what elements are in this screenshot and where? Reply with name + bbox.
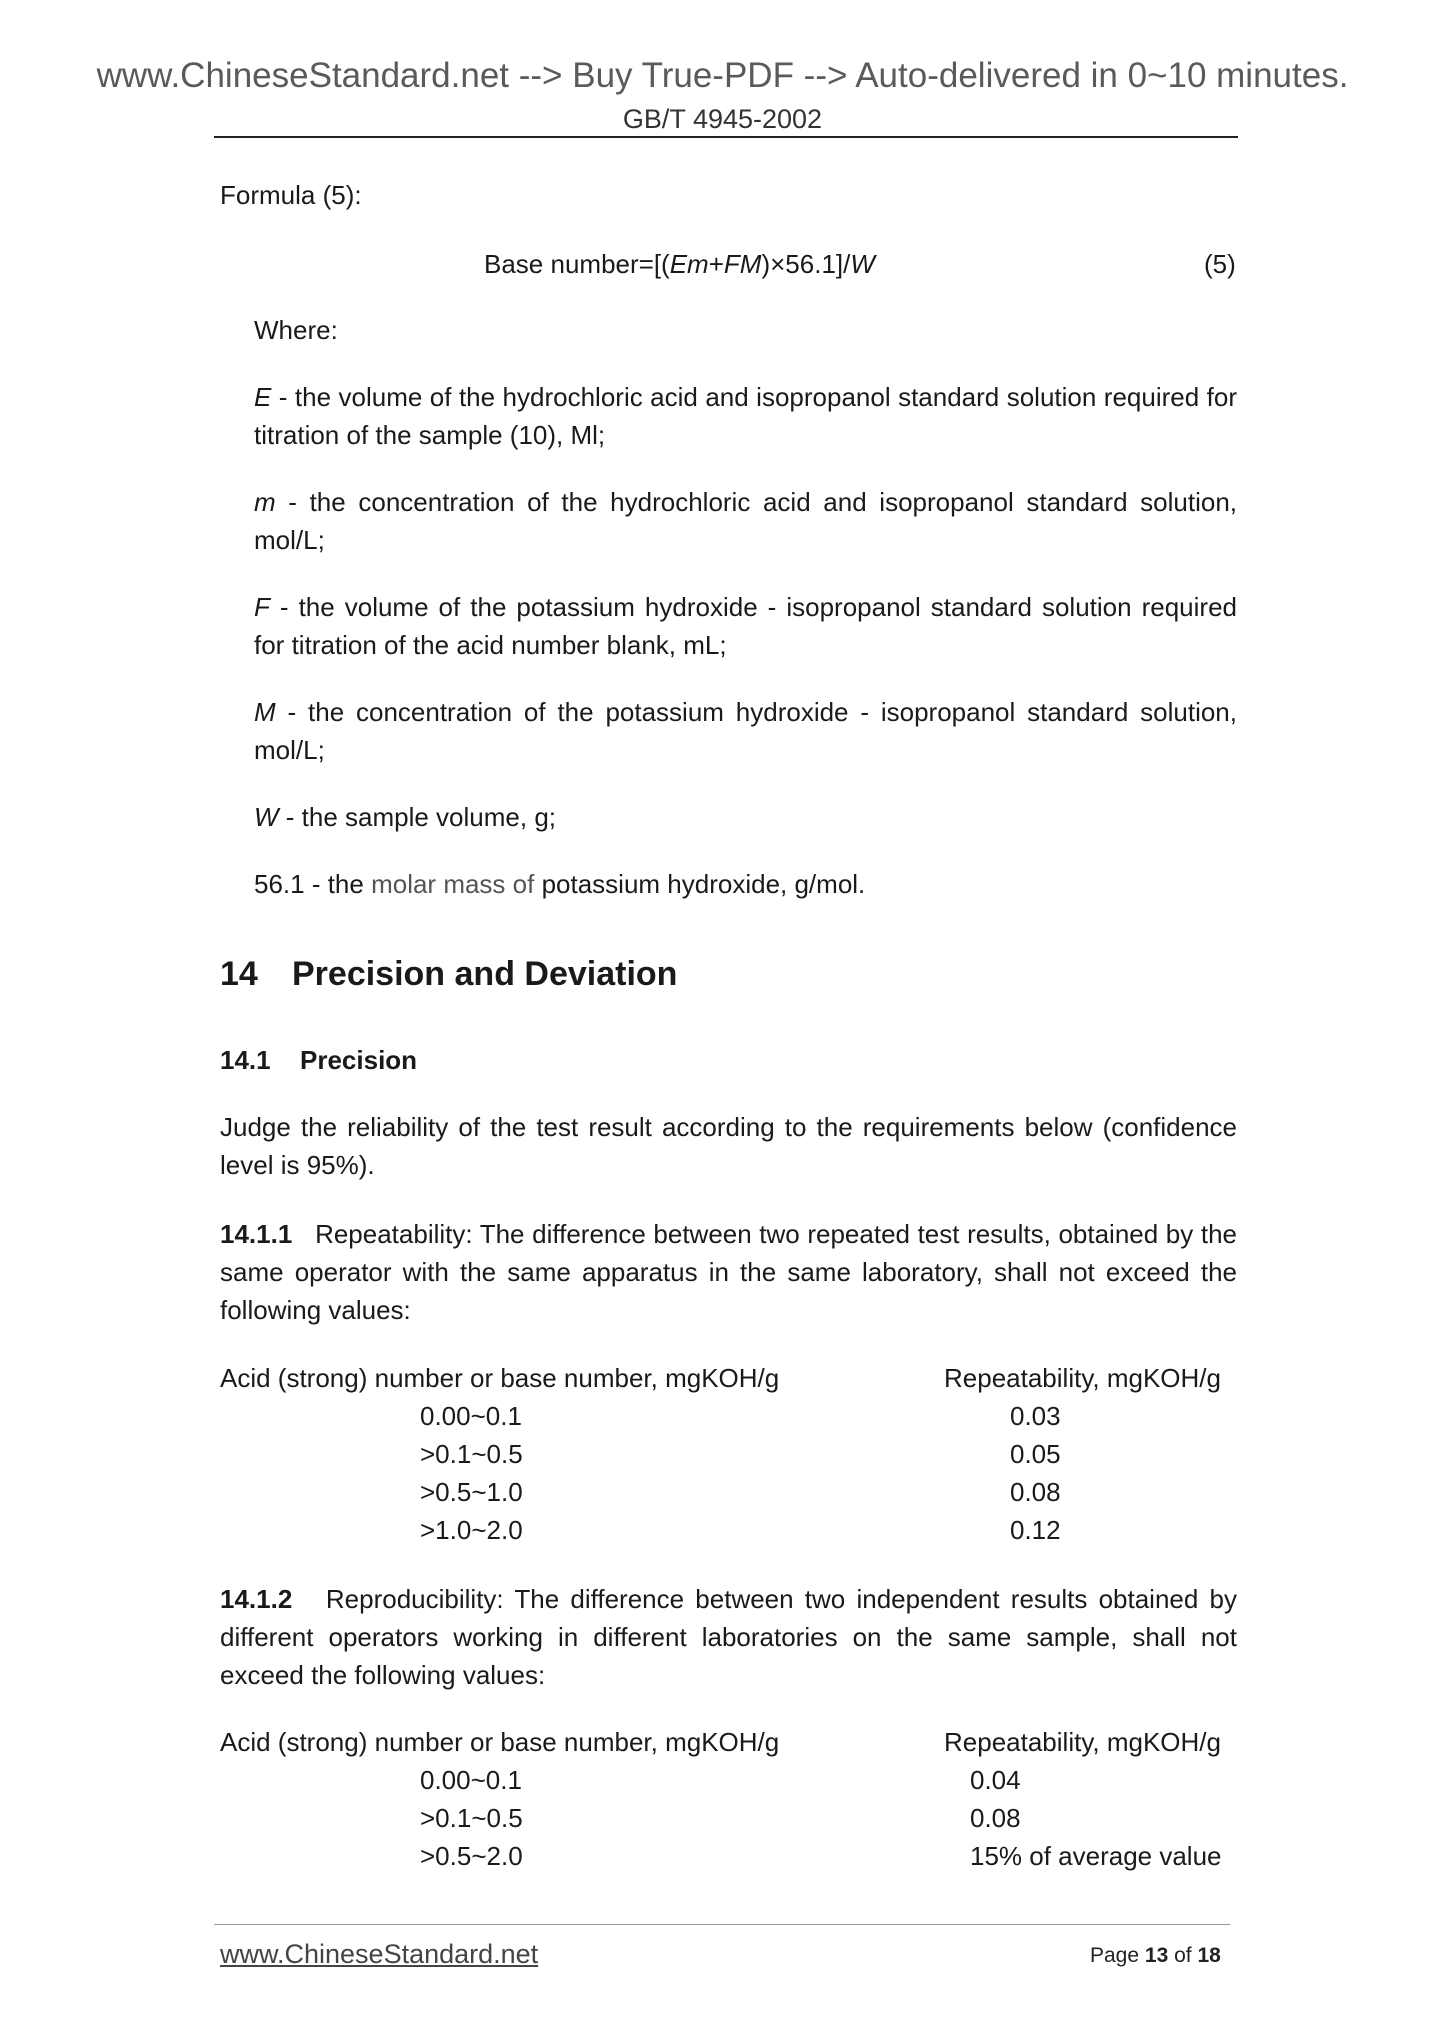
definition-symbol: E <box>254 382 272 412</box>
table2-range: >0.5~2.0 <box>420 1841 523 1871</box>
page-label: Page <box>1090 1944 1140 1967</box>
molar-mass-definition <box>254 865 1237 903</box>
formula-var-w: W <box>850 249 875 279</box>
formula-plus: + <box>708 249 724 279</box>
table1-value: 0.05 <box>1010 1439 1061 1469</box>
formula-intro: Formula (5): <box>220 180 362 210</box>
table1-col-left: Acid (strong) number or base number, mgKOH/g <box>220 1363 780 1393</box>
subsection-title: Precision <box>300 1045 418 1075</box>
table1-range: >1.0~2.0 <box>420 1515 523 1545</box>
subsection-number: 14.1 <box>220 1045 271 1075</box>
table2-value: 0.08 <box>970 1803 1021 1833</box>
header-rule <box>214 136 1238 138</box>
definition-symbol: m <box>254 487 276 517</box>
table1-range: >0.5~1.0 <box>420 1477 523 1507</box>
footer-rule <box>214 1924 1230 1925</box>
page-of: of <box>1174 1944 1192 1967</box>
header-banner: www.ChineseStandard.net --> Buy True-PDF --> Auto-delivered in 0~10 minutes. <box>96 56 1349 95</box>
table1-value: 0.03 <box>1010 1401 1061 1431</box>
formula-var-fm: FM <box>723 249 762 279</box>
definition-text: - the concentration of the hydrochloric acid and isopropanol standard solution, mol/L; <box>254 487 1237 555</box>
definition-item <box>254 798 1237 836</box>
table1-range: 0.00~0.1 <box>420 1401 522 1431</box>
table1-value: 0.08 <box>1010 1477 1061 1507</box>
section-number: 14 <box>220 955 258 993</box>
section-14-heading <box>220 952 677 996</box>
definition-text: - the volume of the potassium hydroxide - isopropanol standard solution required for titration of the acid number blank, mL; <box>254 592 1237 660</box>
formula-prefix: Base number=[( <box>484 249 670 279</box>
molar-lead: 56.1 - the <box>254 869 372 899</box>
definition-item <box>254 483 1237 559</box>
clause-text: Repeatability: The difference between two repeated test results, obtained by the same operator with the same apparatus in the same laboratory, shall not exceed the following values: <box>220 1219 1237 1325</box>
page-number <box>1090 1944 1221 1968</box>
formula-number: (5) <box>1204 249 1236 279</box>
table1-range: >0.1~0.5 <box>420 1439 523 1469</box>
standard-number: GB/T 4945-2002 <box>622 104 823 134</box>
table2-col-left: Acid (strong) number or base number, mgKOH/g <box>220 1727 780 1757</box>
definition-text: - the volume of the hydrochloric acid and isopropanol standard solution required for titration of the sample (10), Ml; <box>254 382 1237 450</box>
clause-number: 14.1.2 <box>220 1584 293 1614</box>
table2-range: >0.1~0.5 <box>420 1803 523 1833</box>
definition-item <box>254 378 1237 454</box>
table1-value: 0.12 <box>1010 1515 1061 1545</box>
clause-number: 14.1.1 <box>220 1219 293 1249</box>
clause-14-1-1 <box>220 1215 1237 1329</box>
section-14-1-heading <box>220 1041 417 1079</box>
formula-var-em: Em <box>669 249 709 279</box>
where-label: Where: <box>254 315 338 345</box>
formula-suffix: )×56.1]/ <box>761 249 851 279</box>
definition-text: - the sample volume, g; <box>278 802 557 832</box>
page-current: 13 <box>1144 1944 1169 1967</box>
table2-value: 0.04 <box>970 1765 1021 1795</box>
table2-range: 0.00~0.1 <box>420 1765 522 1795</box>
section-title: Precision and Deviation <box>292 955 678 993</box>
formula-expression <box>484 245 875 283</box>
molar-tail: potassium hydroxide, g/mol. <box>534 869 866 899</box>
definition-symbol: F <box>254 592 270 622</box>
definition-symbol: M <box>254 697 276 727</box>
table2-col-right: Repeatability, mgKOH/g <box>944 1727 1221 1757</box>
definition-item <box>254 693 1237 769</box>
definition-text: - the concentration of the potassium hydroxide - isopropanol standard solution, mol/L; <box>254 697 1237 765</box>
clause-text: Reproducibility: The difference between two independent results obtained by different operators working in different laboratories on the same sample, shall not exceed the following values: <box>220 1584 1238 1690</box>
molar-mid: molar mass of <box>371 869 535 899</box>
clause-14-1-2 <box>220 1580 1237 1694</box>
table1-col-right: Repeatability, mgKOH/g <box>944 1363 1221 1393</box>
precision-intro: Judge the reliability of the test result according to the requirements below (confidence level is 95%). <box>220 1112 1237 1180</box>
footer-link[interactable]: www.ChineseStandard.net <box>220 1939 539 1969</box>
page-total: 18 <box>1197 1944 1221 1967</box>
definition-item <box>254 588 1237 664</box>
table2-value: 15% of average value <box>970 1841 1222 1871</box>
definition-symbol: W <box>254 802 279 832</box>
